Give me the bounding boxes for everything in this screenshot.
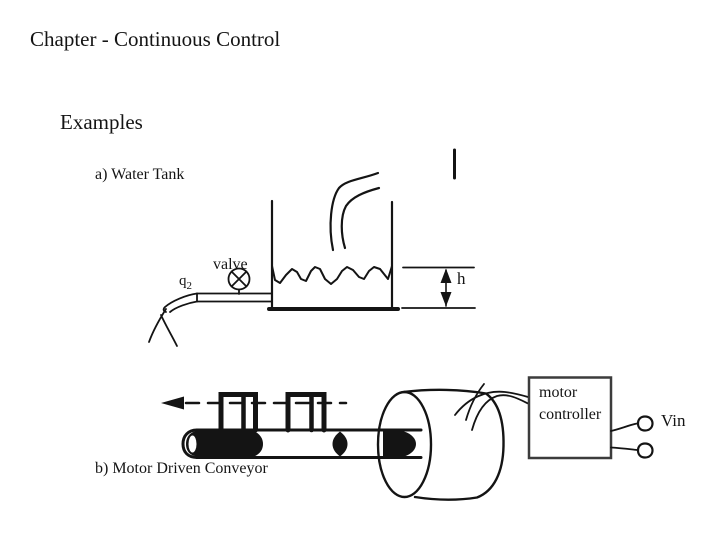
water-tank-caption: a) Water Tank [95, 166, 185, 183]
terminal-circles [638, 417, 653, 458]
motor-controller-label-line1: motor [539, 384, 578, 401]
motor-controller-label-line2: controller [539, 406, 602, 423]
slide-title: Chapter - Continuous Control [30, 27, 281, 51]
section-heading: Examples [60, 110, 143, 134]
outflow-spout [149, 294, 197, 347]
water-tank-diagram [149, 150, 475, 346]
inflow-rate-label [179, 273, 192, 290]
package-boxes [221, 395, 324, 431]
tank-outline [269, 201, 398, 309]
input-voltage-label: Vin [661, 411, 686, 430]
inflow-rate-symbol: q [179, 273, 187, 289]
water-surface [272, 266, 392, 284]
valve-label: valve [213, 256, 248, 273]
belt-rollers [186, 431, 416, 457]
inflow-rate-subscript: 2 [186, 280, 192, 292]
controller-output-wires [611, 424, 637, 451]
inflow-stream [331, 173, 379, 250]
motor-controller-label [539, 382, 601, 426]
level-height-label: h [457, 269, 466, 288]
outlet-pipe [197, 294, 272, 302]
conveyor-caption: b) Motor Driven Conveyor [95, 460, 268, 477]
belt-end-highlight [189, 436, 197, 453]
